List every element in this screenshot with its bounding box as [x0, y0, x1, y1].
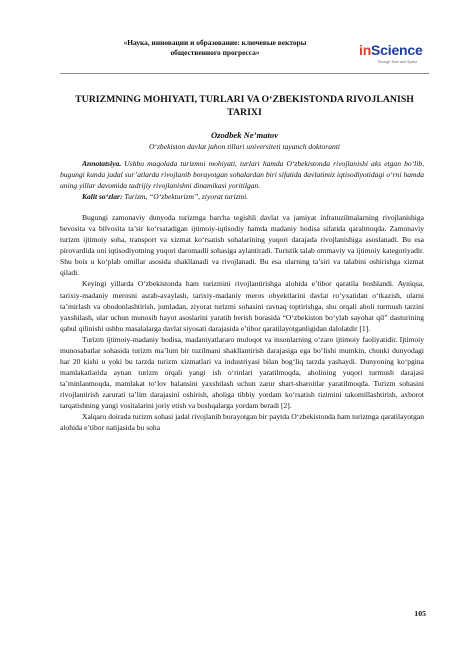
page-header	[40, 38, 429, 70]
body-paragraph: Keyingi yillarda O‘zbekistonda ham turizmini rivojlantirishga alohida e’tibor qaratila boshlandi. Ayniqsa, tarixiy-madaniy merosni asrab-avaylash, tarixiy-madaniy meros obyektlarini davlat ro‘yxatidan o‘tkazish, ularni ta’mirlash va obodonlashtirish, jumladan, ziyorat turizmi sohasini ravnaq toptirishga, shu orqali aholi turmush tarzini yaxshilash, ular uchun munosib hayot asoslarini yaratib berish borasida “O‘zbekiston bo‘ylab sayohat qil” dasturining qabul qilinishi ushbu masalalarga davlat siyosati darajasida e’tibor qaratilayotganligidan dalolatdir [1].	[60, 279, 424, 333]
article-body	[60, 158, 424, 433]
inscience-logo	[359, 42, 429, 70]
keywords	[60, 191, 424, 202]
keywords-label: Kalit so‘zlar:	[82, 192, 123, 202]
author-affiliation: O‘zbekiston davlat jahon tillari universiteti tayanch doktoranti	[148, 142, 341, 151]
body-paragraph: Xalqaro doirada turizm sohasi jadal rivojlanib borayotgan bir paytda O‘zbekistonda ham turizmga qaratilayotgan alohida e’tibor natijasida bu soha	[60, 412, 424, 433]
abstract	[60, 158, 424, 191]
abstract-label: Annotatsiya.	[82, 159, 122, 168]
header-divider	[60, 73, 429, 74]
logo-wordmark: inScience	[359, 42, 423, 58]
body-paragraph: Bugungi zamonaviy dunyoda turizmga barcha tegishli davlat va jamiyat infratuzilmalarning rivojlanishiga bevosita va bilvosita ta’sir ko‘rsatadigan ijtimoiy-iqtisodiy hamda madaniy hodisa sifatida qaralmoqda. Zamonaviy turizm ijtimoiy soha, transport va xizmat ko‘rsatish sohalarining yuqori darajada rivojlanishiga asoslanadi. Bu esa pirovardida uni iqtisodiyotning yuqori daromadli sohasiga aylantiradi. Turistik talab ommaviy va ijtimoiy kategoriyadir. Shu bois u ko‘plab omillar asosida shakllanadi va rivojlanadi. Bu esa ularning ta’siri va talabini oshirishga xizmat qiladi.	[60, 213, 424, 278]
author-name: Ozodbek Ne’matov	[210, 130, 279, 140]
conference-title: «Наука, инновации и образование: ключевые векторы общественного прогресса»	[123, 38, 307, 57]
abstract-text: Ushbu maqolada turizmni mohiyati, turlari hamda O‘zbekistonda rivojlanishi aks etgan bo‘lib, bugungi kunda jadal sur’atlarda rivojlanib borayotgan sohalardan biri sifatida davlatimiz iqtisodiyotidagi o‘rni hamda uning yillar davomida tadrijiy rivojlanishni dinamikasi yoritilgan.	[60, 159, 424, 191]
logo-tagline: Through Time and Space	[377, 60, 418, 64]
article-title: TURIZMNING MOHIYATI, TURLARI VA O‘ZBEKISTONDA RIVOJLANISH TARIXI	[75, 94, 414, 118]
page-number: 105	[414, 609, 426, 618]
body-paragraph: Turizm ijtimoiy-madaniy hodisa, madaniyatlararo muloqot va insonlarning o‘zaro ijtimoiy faoliyatidir. Ijtimoiy munosabatlar sohasida turizm ma’lum bir tuzilmani shakllantirish darajasiga ega bo‘lishi mumkin, chunki dunyodagi har 20 kishi u yoki bu tarzda turizm xizmatlari va industriyasi bilan bog‘liq tarzda yashaydi. Dunyoning ko‘pgina mamlakatlarida aynan turizm orqali yangi ish o‘rinlari yaratilmoqda, aholining yuqori turmush darajasi ta’minlanmoqda, mamlakat to‘lov balansini yaxshilash uchun zarur shart-sharoitlar yaratilmoqda. Turizm sohasini rivojlantirish zarurati ta’lim darajasini oshirish, aholiga tibbiy yordam ko‘rsatish tizimini takomillashtirish, axborot tarqatishning yangi vositalarini joriy etish va boshqalarga yordam beradi [2].	[60, 334, 424, 410]
keywords-text: Turizm, “O‘zbekturizm”, ziyorat turizmi.	[122, 192, 249, 202]
